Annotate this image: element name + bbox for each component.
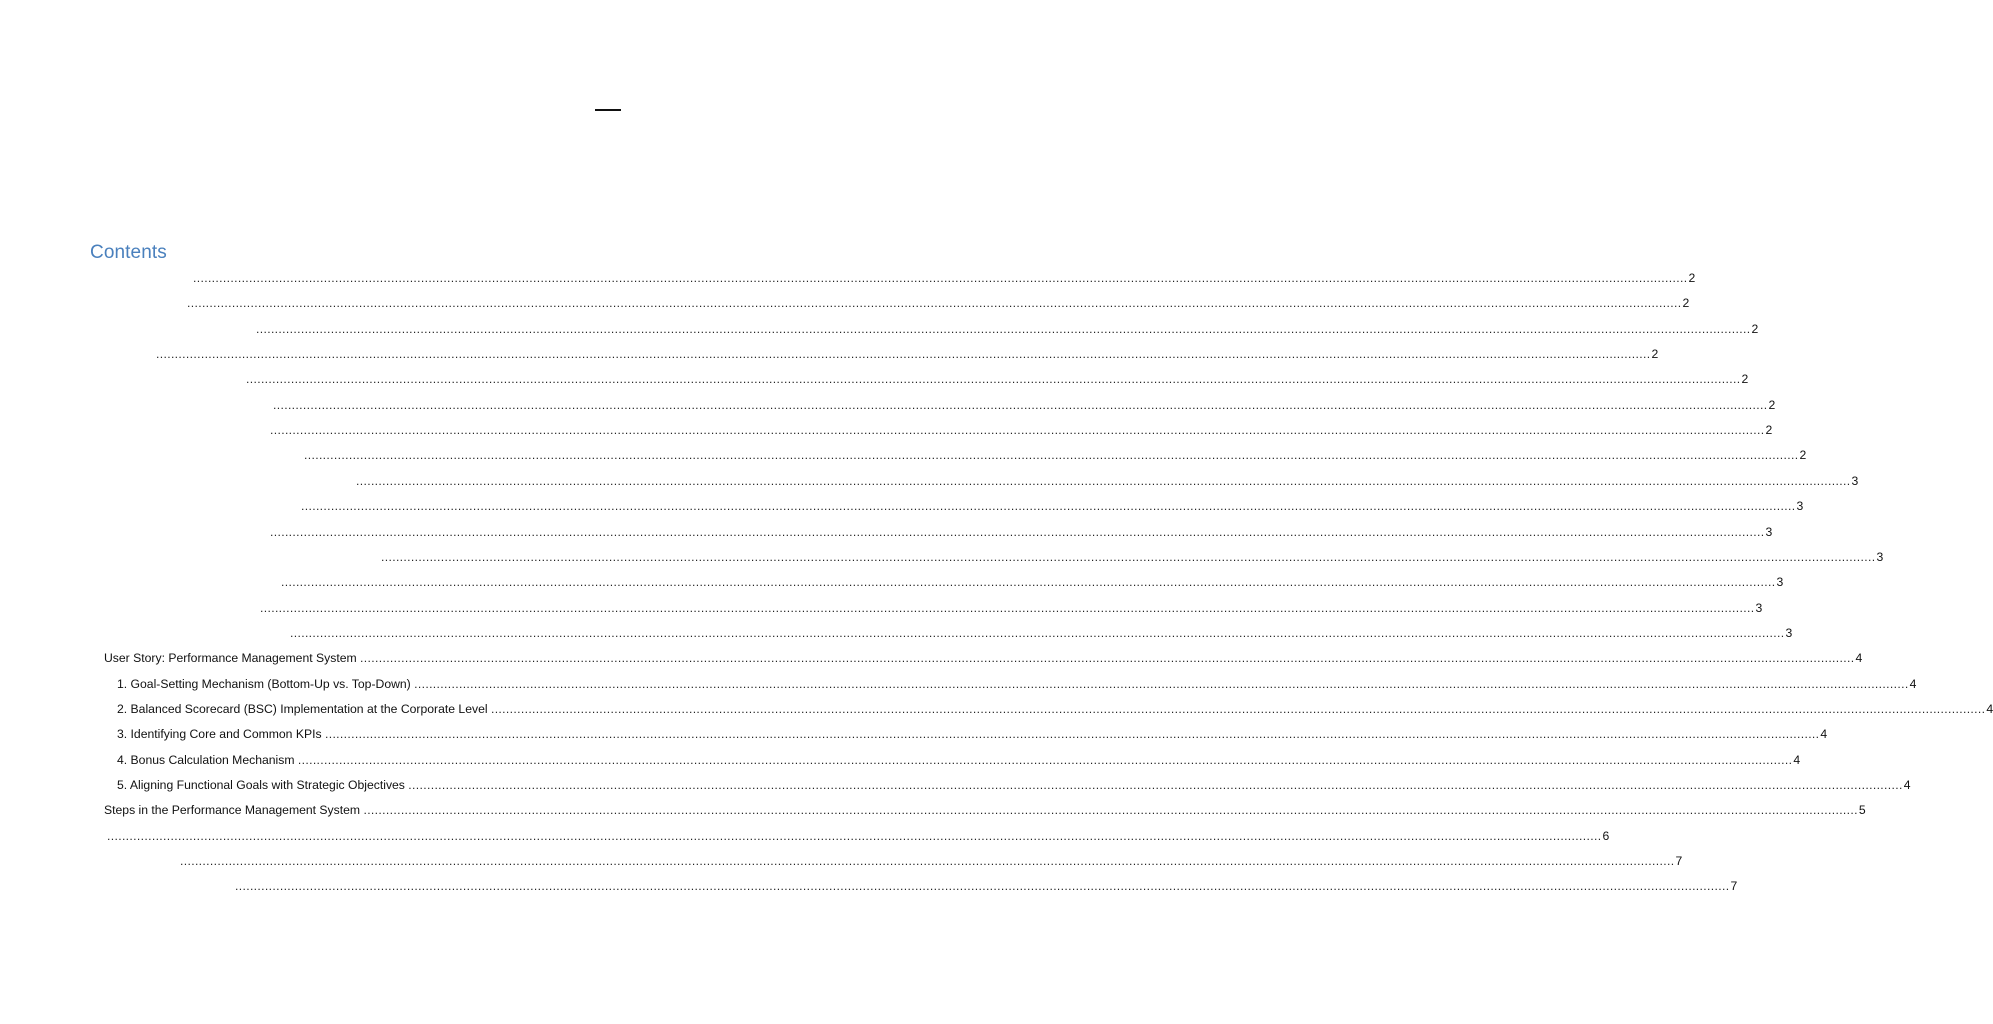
toc-leader-dots: ................................................................................................................................................................................................................................................................................................................................................................................................................	[273, 398, 1768, 412]
toc-entry-page: 3	[1755, 601, 1763, 615]
toc-leader-dots: ................................................................................................................................................................................................................................................................................................................................................................................................................	[246, 372, 1741, 386]
toc-entry[interactable]	[301, 496, 1804, 516]
toc-leader-dots: ................................................................................................................................................................................................................................................................................................................................................................................................................	[187, 296, 1682, 310]
toc-entry-label: 5. Aligning Functional Goals with Strategic Objectives	[117, 778, 409, 792]
toc-entry-page: 2	[1741, 372, 1749, 386]
toc-entry[interactable]	[156, 344, 1659, 364]
toc-entry-page: 2	[1688, 271, 1696, 285]
toc-leader-dots: ................................................................................................................................................................................................................................................................................................................................................................................................................	[281, 575, 1776, 589]
toc-entry[interactable]	[273, 395, 1776, 415]
toc-entry-page: 5	[1858, 803, 1866, 817]
toc-entry-page: 7	[1730, 879, 1738, 893]
toc-entry-label: 4. Bonus Calculation Mechanism	[117, 753, 298, 767]
toc-leader-dots: ................................................................................................................................................................................................................................................................................................................................................................................................................	[297, 753, 1793, 767]
toc-entry[interactable]	[290, 623, 1793, 643]
toc-leader-dots: ................................................................................................................................................................................................................................................................................................................................................................................................................	[301, 499, 1796, 513]
toc-entry-page: 4	[1903, 778, 1911, 792]
toc-entry[interactable]	[180, 851, 1683, 871]
toc-leader-dots: ................................................................................................................................................................................................................................................................................................................................................................................................................	[270, 423, 1765, 437]
toc-leader-dots: ................................................................................................................................................................................................................................................................................................................................................................................................................	[408, 778, 1903, 792]
toc-entry-page: 2	[1799, 448, 1807, 462]
toc-leader-dots: ................................................................................................................................................................................................................................................................................................................................................................................................................	[156, 347, 1651, 361]
toc-entry-page: 2	[1768, 398, 1776, 412]
toc-leader-dots: ................................................................................................................................................................................................................................................................................................................................................................................................................	[235, 879, 1730, 893]
toc-entry[interactable]	[107, 826, 1610, 846]
toc-entry-page: 3	[1796, 499, 1804, 513]
toc-entry-label: User Story: Performance Management System	[104, 651, 361, 665]
toc-entry[interactable]	[193, 268, 1696, 288]
toc-entry[interactable]	[117, 724, 1828, 744]
toc-entry-page: 4	[1986, 702, 1993, 716]
toc-entry-page: 4	[1793, 753, 1801, 767]
toc-entry[interactable]	[256, 319, 1759, 339]
toc-entry[interactable]	[235, 876, 1738, 896]
toc-leader-dots: ................................................................................................................................................................................................................................................................................................................................................................................................................	[360, 651, 1855, 665]
toc-entry[interactable]	[246, 369, 1749, 389]
toc-entry[interactable]	[304, 445, 1807, 465]
toc-entry-page: 4	[1855, 651, 1863, 665]
toc-leader-dots: ................................................................................................................................................................................................................................................................................................................................................................................................................	[381, 550, 1876, 564]
toc-entry[interactable]	[281, 572, 1784, 592]
toc-heading: Contents	[90, 242, 167, 263]
toc-leader-dots: ................................................................................................................................................................................................................................................................................................................................................................................................................	[256, 322, 1751, 336]
toc-entry-page: 3	[1785, 626, 1793, 640]
toc-leader-dots: ................................................................................................................................................................................................................................................................................................................................................................................................................	[324, 727, 1820, 741]
toc-entry-label: 2. Balanced Scorecard (BSC) Implementation at the Corporate Level	[117, 702, 491, 716]
toc-entry[interactable]	[104, 800, 1866, 820]
toc-leader-dots: ................................................................................................................................................................................................................................................................................................................................................................................................................	[290, 626, 1785, 640]
toc-entry-page: 3	[1776, 575, 1784, 589]
toc-leader-dots: ................................................................................................................................................................................................................................................................................................................................................................................................................	[107, 829, 1602, 843]
toc-entry[interactable]	[117, 674, 1917, 694]
toc-entry-page: 6	[1602, 829, 1610, 843]
toc-leader-dots: ................................................................................................................................................................................................................................................................................................................................................................................................................	[304, 448, 1799, 462]
header-rule	[595, 109, 621, 111]
toc-entry-page: 2	[1651, 347, 1659, 361]
toc-entry[interactable]	[104, 648, 1863, 668]
toc-leader-dots: ................................................................................................................................................................................................................................................................................................................................................................................................................	[363, 803, 1858, 817]
toc-entry-page: 2	[1682, 296, 1690, 310]
toc-entry-page: 4	[1909, 677, 1917, 691]
toc-leader-dots: ................................................................................................................................................................................................................................................................................................................................................................................................................	[490, 702, 1986, 716]
toc-entry-label: 3. Identifying Core and Common KPIs	[117, 727, 325, 741]
toc-leader-dots: ................................................................................................................................................................................................................................................................................................................................................................................................................	[356, 474, 1851, 488]
toc-entry-page: 3	[1876, 550, 1884, 564]
toc-entry[interactable]	[270, 522, 1773, 542]
toc-entry-label: 1. Goal-Setting Mechanism (Bottom-Up vs. Top-Down)	[117, 677, 415, 691]
toc-leader-dots: ................................................................................................................................................................................................................................................................................................................................................................................................................	[193, 271, 1688, 285]
toc-entry[interactable]	[117, 775, 1911, 795]
toc-entry[interactable]	[117, 750, 1801, 770]
toc-entry[interactable]	[117, 699, 1993, 719]
toc-entry-page: 4	[1820, 727, 1828, 741]
toc-leader-dots: ................................................................................................................................................................................................................................................................................................................................................................................................................	[260, 601, 1755, 615]
toc-leader-dots: ................................................................................................................................................................................................................................................................................................................................................................................................................	[180, 854, 1675, 868]
toc-entry[interactable]	[356, 471, 1859, 491]
toc-entry-page: 2	[1751, 322, 1759, 336]
toc-entry-label: Steps in the Performance Management System	[104, 803, 364, 817]
toc-entry[interactable]	[270, 420, 1773, 440]
toc-entry[interactable]	[187, 293, 1690, 313]
toc-entry[interactable]	[260, 598, 1763, 618]
toc-entry-page: 3	[1765, 525, 1773, 539]
toc-entry-page: 3	[1851, 474, 1859, 488]
toc-leader-dots: ................................................................................................................................................................................................................................................................................................................................................................................................................	[270, 525, 1765, 539]
toc-entry-page: 2	[1765, 423, 1773, 437]
toc-entry-page: 7	[1675, 854, 1683, 868]
toc-leader-dots: ................................................................................................................................................................................................................................................................................................................................................................................................................	[414, 677, 1909, 691]
toc-entry[interactable]	[381, 547, 1884, 567]
